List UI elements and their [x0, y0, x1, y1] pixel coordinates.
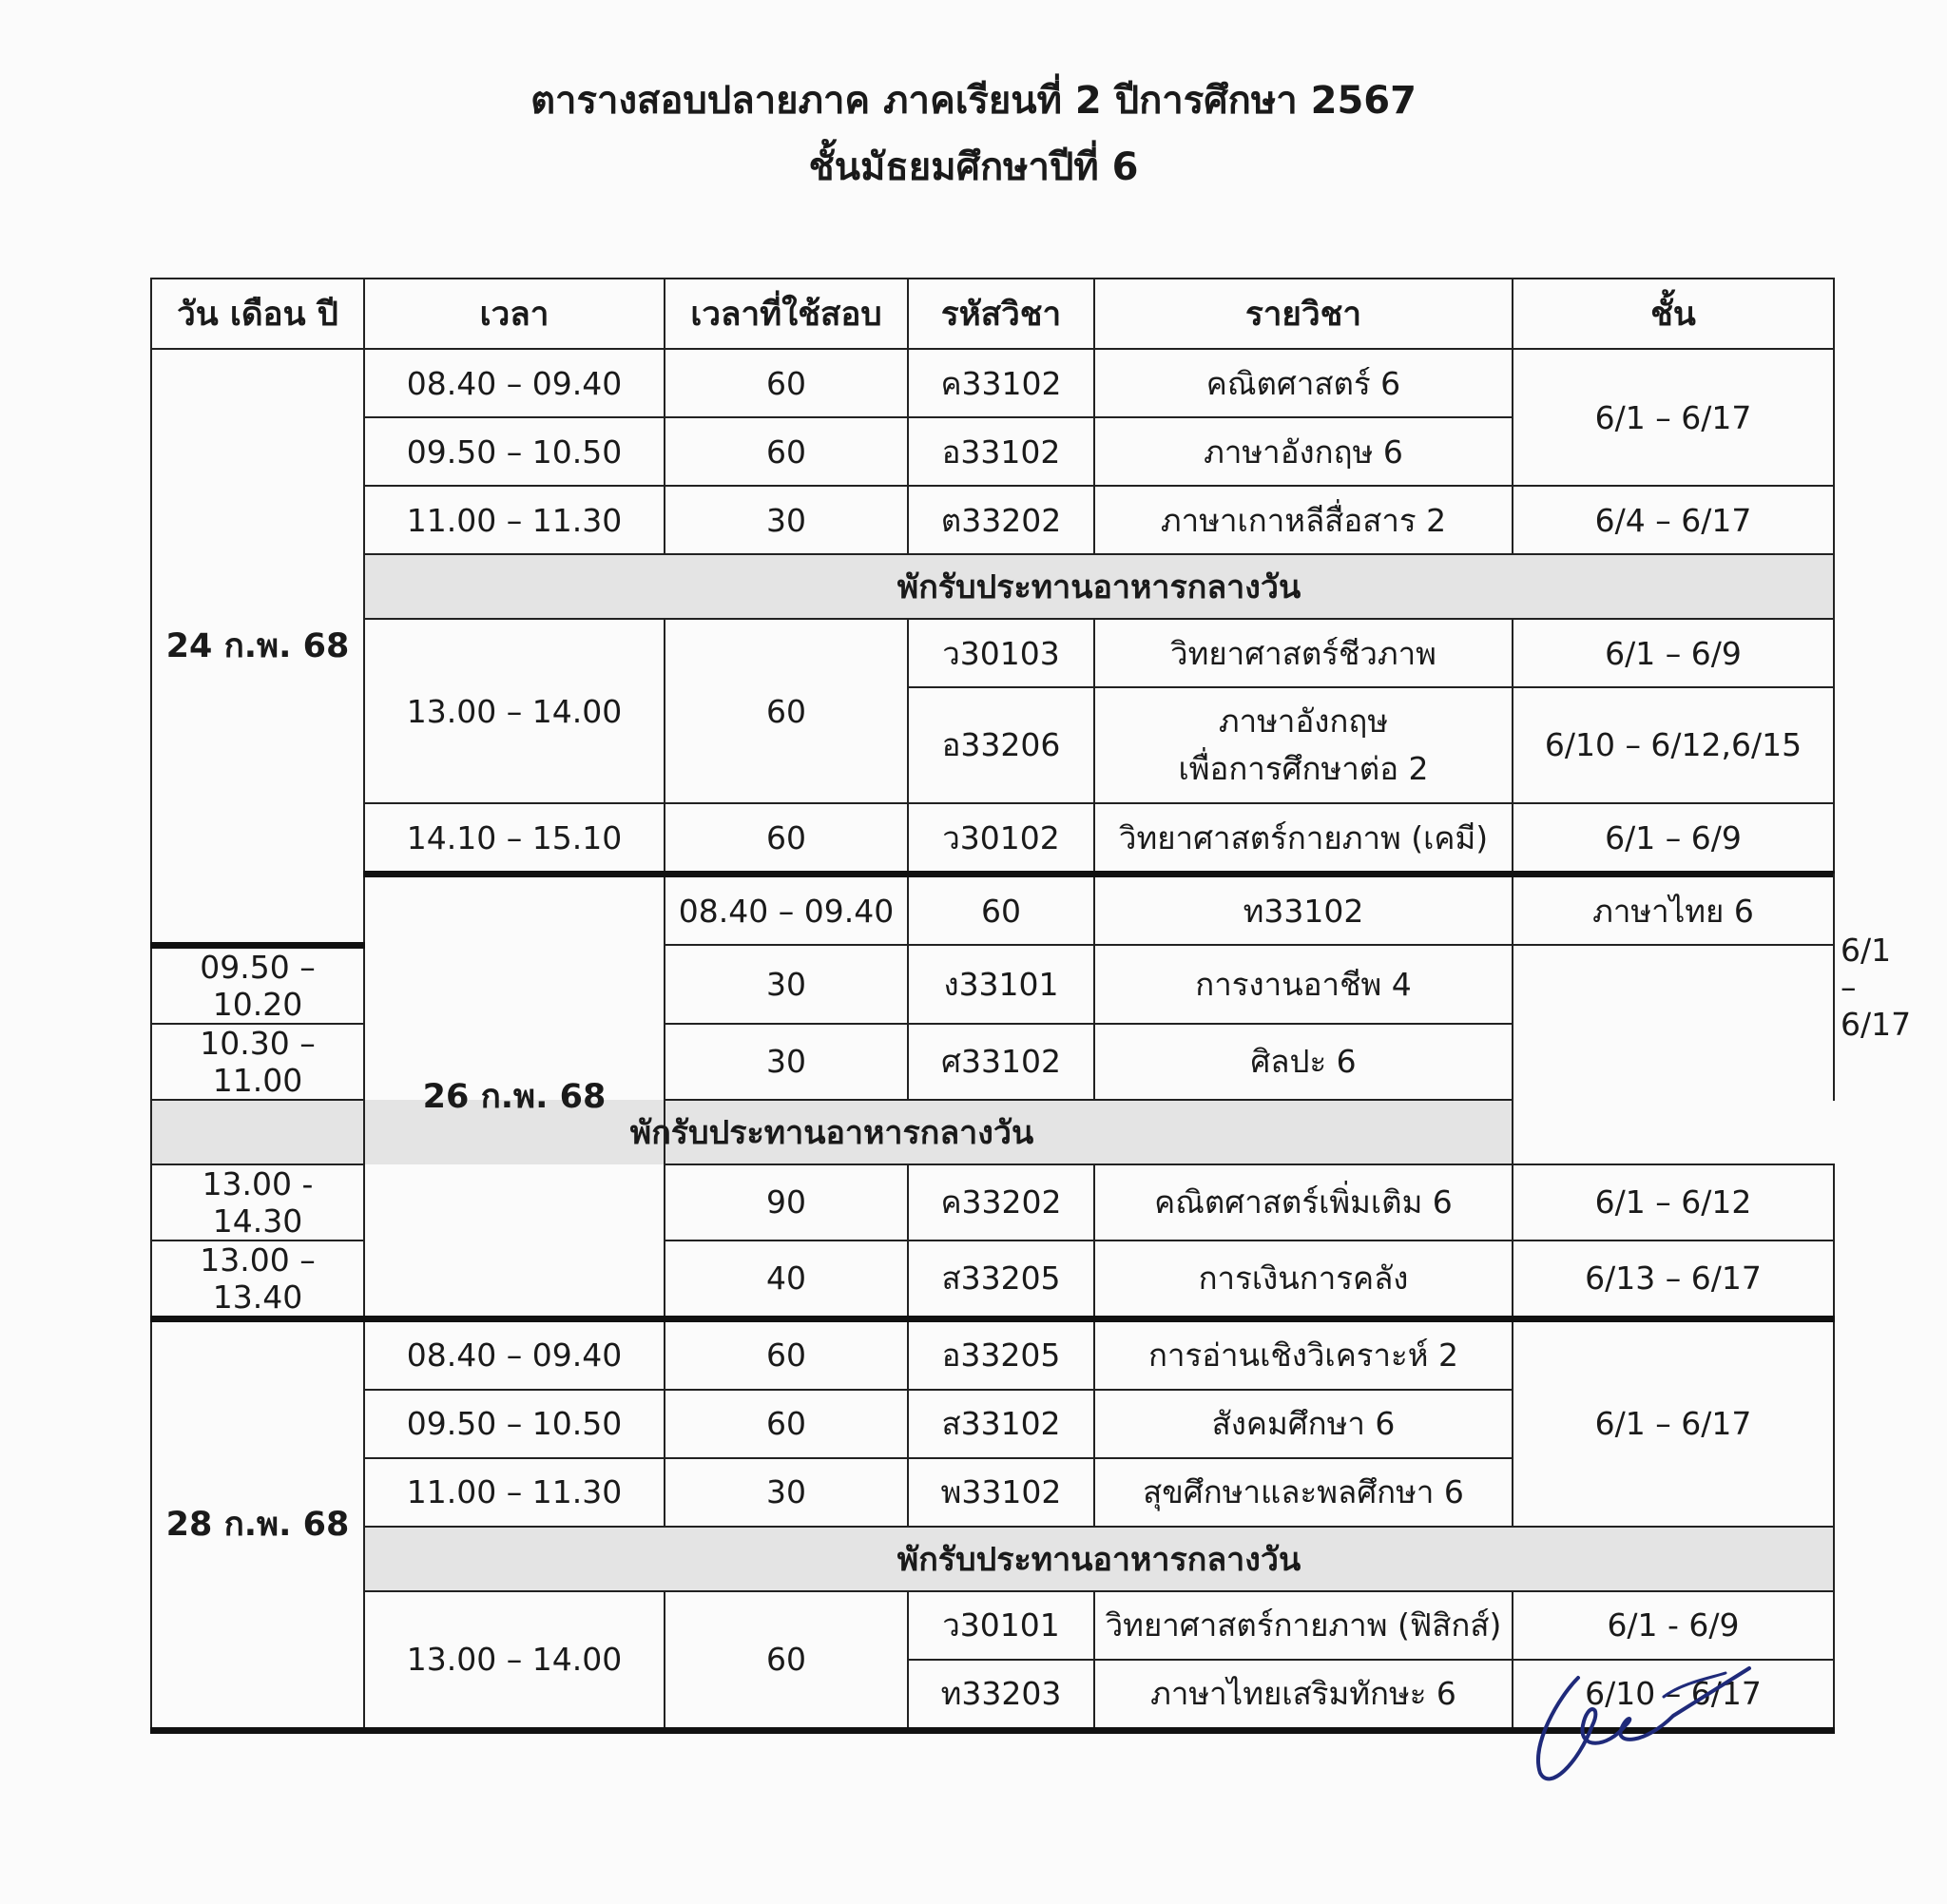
subject-code: ส33205	[908, 1240, 1094, 1319]
header-date: วัน เดือน ปี	[151, 279, 364, 349]
lunch-break-row	[151, 554, 1834, 619]
exam-schedule-table	[150, 278, 1912, 1734]
class-range: 6/10 – 6/12,6/15	[1513, 687, 1834, 803]
subject-name: วิทยาศาสตร์กายภาพ (เคมี)	[1094, 803, 1513, 875]
exam-duration: 30	[665, 1024, 908, 1100]
exam-time: 10.30 – 11.00	[151, 1024, 364, 1100]
subject-code: ส33102	[908, 1390, 1094, 1458]
subject-name: ภาษาเกาหลีสื่อสาร 2	[1094, 486, 1513, 554]
header-class: ชั้น	[1513, 279, 1834, 349]
class-range: 6/13 – 6/17	[1513, 1240, 1834, 1319]
subject-code: อ33206	[908, 687, 1094, 803]
subject-code: ว30102	[908, 803, 1094, 875]
exam-time: 13.00 – 14.00	[364, 1591, 665, 1731]
class-range: 6/1 - 6/9	[1513, 1591, 1834, 1660]
table-row	[151, 1591, 1834, 1660]
subject-name: วิทยาศาสตร์กายภาพ (ฟิสิกส์)	[1094, 1591, 1513, 1660]
exam-time: 11.00 – 11.30	[364, 486, 665, 554]
subject-code: อ33205	[908, 1318, 1094, 1390]
exam-duration: 60	[665, 1390, 908, 1458]
subject-code: พ33102	[908, 1458, 1094, 1527]
exam-time: 11.00 – 11.30	[364, 1458, 665, 1527]
exam-date: 26 ก.พ. 68	[364, 875, 665, 1319]
subject-name: คณิตศาสตร์เพิ่มเติม 6	[1094, 1164, 1513, 1240]
subject-name	[1094, 687, 1513, 803]
lunch-break-label: พักรับประทานอาหารกลางวัน	[364, 554, 1834, 619]
exam-duration: 60	[665, 349, 908, 417]
exam-time: 13.00 – 14.00	[364, 619, 665, 803]
exam-duration: 60	[665, 1591, 908, 1731]
header-subject: รายวิชา	[1094, 279, 1513, 349]
subject-code: ค33102	[908, 349, 1094, 417]
subject-name: ภาษาอังกฤษ 6	[1094, 417, 1513, 486]
table-row	[151, 619, 1834, 687]
subject-name: การงานอาชีพ 4	[1094, 945, 1513, 1024]
exam-duration: 60	[665, 803, 908, 875]
subject-name: ภาษาไทยเสริมทักษะ 6	[1094, 1660, 1513, 1731]
subject-name-line: เพื่อการศึกษาต่อ 2	[1178, 750, 1429, 787]
subject-name: สังคมศึกษา 6	[1094, 1390, 1513, 1458]
subject-name: การอ่านเชิงวิเคราะห์ 2	[1094, 1318, 1513, 1390]
header-code: รหัสวิชา	[908, 279, 1094, 349]
subject-code: ว30103	[908, 619, 1094, 687]
subject-name: วิทยาศาสตร์ชีวภาพ	[1094, 619, 1513, 687]
class-range: 6/1 – 6/17	[1513, 349, 1834, 486]
class-range: 6/1 – 6/9	[1513, 619, 1834, 687]
table-row	[151, 1318, 1834, 1390]
exam-time: 08.40 – 09.40	[364, 1318, 665, 1390]
exam-time: 14.10 – 15.10	[364, 803, 665, 875]
subject-code: ศ33102	[908, 1024, 1094, 1100]
table-row: 26 ก.พ. 68 08.40 – 09.40 60 ท33102 ภาษาไทย 6 6/1 – 6/17	[151, 875, 1834, 946]
exam-time: 08.40 – 09.40	[665, 875, 908, 946]
exam-duration: 30	[665, 1458, 908, 1527]
subject-code: ว30101	[908, 1591, 1094, 1660]
subject-name: สุขศึกษาและพลศึกษา 6	[1094, 1458, 1513, 1527]
exam-duration: 60	[665, 1318, 908, 1390]
header-time: เวลา	[364, 279, 665, 349]
header-duration: เวลาที่ใช้สอบ	[665, 279, 908, 349]
exam-time: 09.50 – 10.50	[364, 417, 665, 486]
exam-duration: 60	[665, 417, 908, 486]
class-range: 6/10 – 6/17	[1513, 1660, 1834, 1731]
exam-time: 13.00 – 13.40	[151, 1240, 364, 1319]
exam-duration: 60	[908, 875, 1094, 946]
subject-code: ท33102	[1094, 875, 1513, 946]
exam-date: 24 ก.พ. 68	[151, 349, 364, 945]
subject-code: อ33102	[908, 417, 1094, 486]
exam-time: 08.40 – 09.40	[364, 349, 665, 417]
class-range: 6/1 – 6/12	[1513, 1164, 1834, 1240]
subject-code: ต33202	[908, 486, 1094, 554]
exam-duration: 30	[665, 945, 908, 1024]
exam-time: 09.50 – 10.50	[364, 1390, 665, 1458]
table-row	[151, 349, 1834, 417]
exam-duration: 30	[665, 486, 908, 554]
table-row	[151, 486, 1834, 554]
exam-date: 28 ก.พ. 68	[151, 1318, 364, 1730]
lunch-break-label: พักรับประทานอาหารกลางวัน	[364, 1527, 1834, 1591]
lunch-break-label: พักรับประทานอาหารกลางวัน	[151, 1100, 1513, 1164]
document-title: ตารางสอบปลายภาค ภาคเรียนที่ 2 ปีการศึกษา 2567	[530, 79, 1417, 123]
subject-name: ภาษาไทย 6	[1513, 875, 1834, 946]
lunch-break-row	[151, 1100, 1834, 1164]
exam-duration: 60	[665, 619, 908, 803]
exam-time: 13.00 - 14.30	[151, 1164, 364, 1240]
document-subtitle: ชั้นมัธยมศึกษาปีที่ 6	[808, 145, 1139, 189]
class-range: 6/1 – 6/17	[1513, 1318, 1834, 1527]
subject-code: ท33203	[908, 1660, 1094, 1731]
subject-name: คณิตศาสตร์ 6	[1094, 349, 1513, 417]
lunch-break-row	[151, 1527, 1834, 1591]
class-range: 6/1 – 6/9	[1513, 803, 1834, 875]
subject-name-line: ภาษาอังกฤษ	[1218, 702, 1389, 740]
subject-name: ศิลปะ 6	[1094, 1024, 1513, 1100]
table-row	[151, 803, 1834, 875]
subject-code: ค33202	[908, 1164, 1094, 1240]
exam-duration: 90	[665, 1164, 908, 1240]
class-range: 6/4 – 6/17	[1513, 486, 1834, 554]
exam-duration: 40	[665, 1240, 908, 1319]
exam-time: 09.50 – 10.20	[151, 945, 364, 1024]
subject-code: ง33101	[908, 945, 1094, 1024]
signature	[1521, 1659, 1759, 1792]
header-row	[151, 279, 1834, 349]
subject-name: การเงินการคลัง	[1094, 1240, 1513, 1319]
